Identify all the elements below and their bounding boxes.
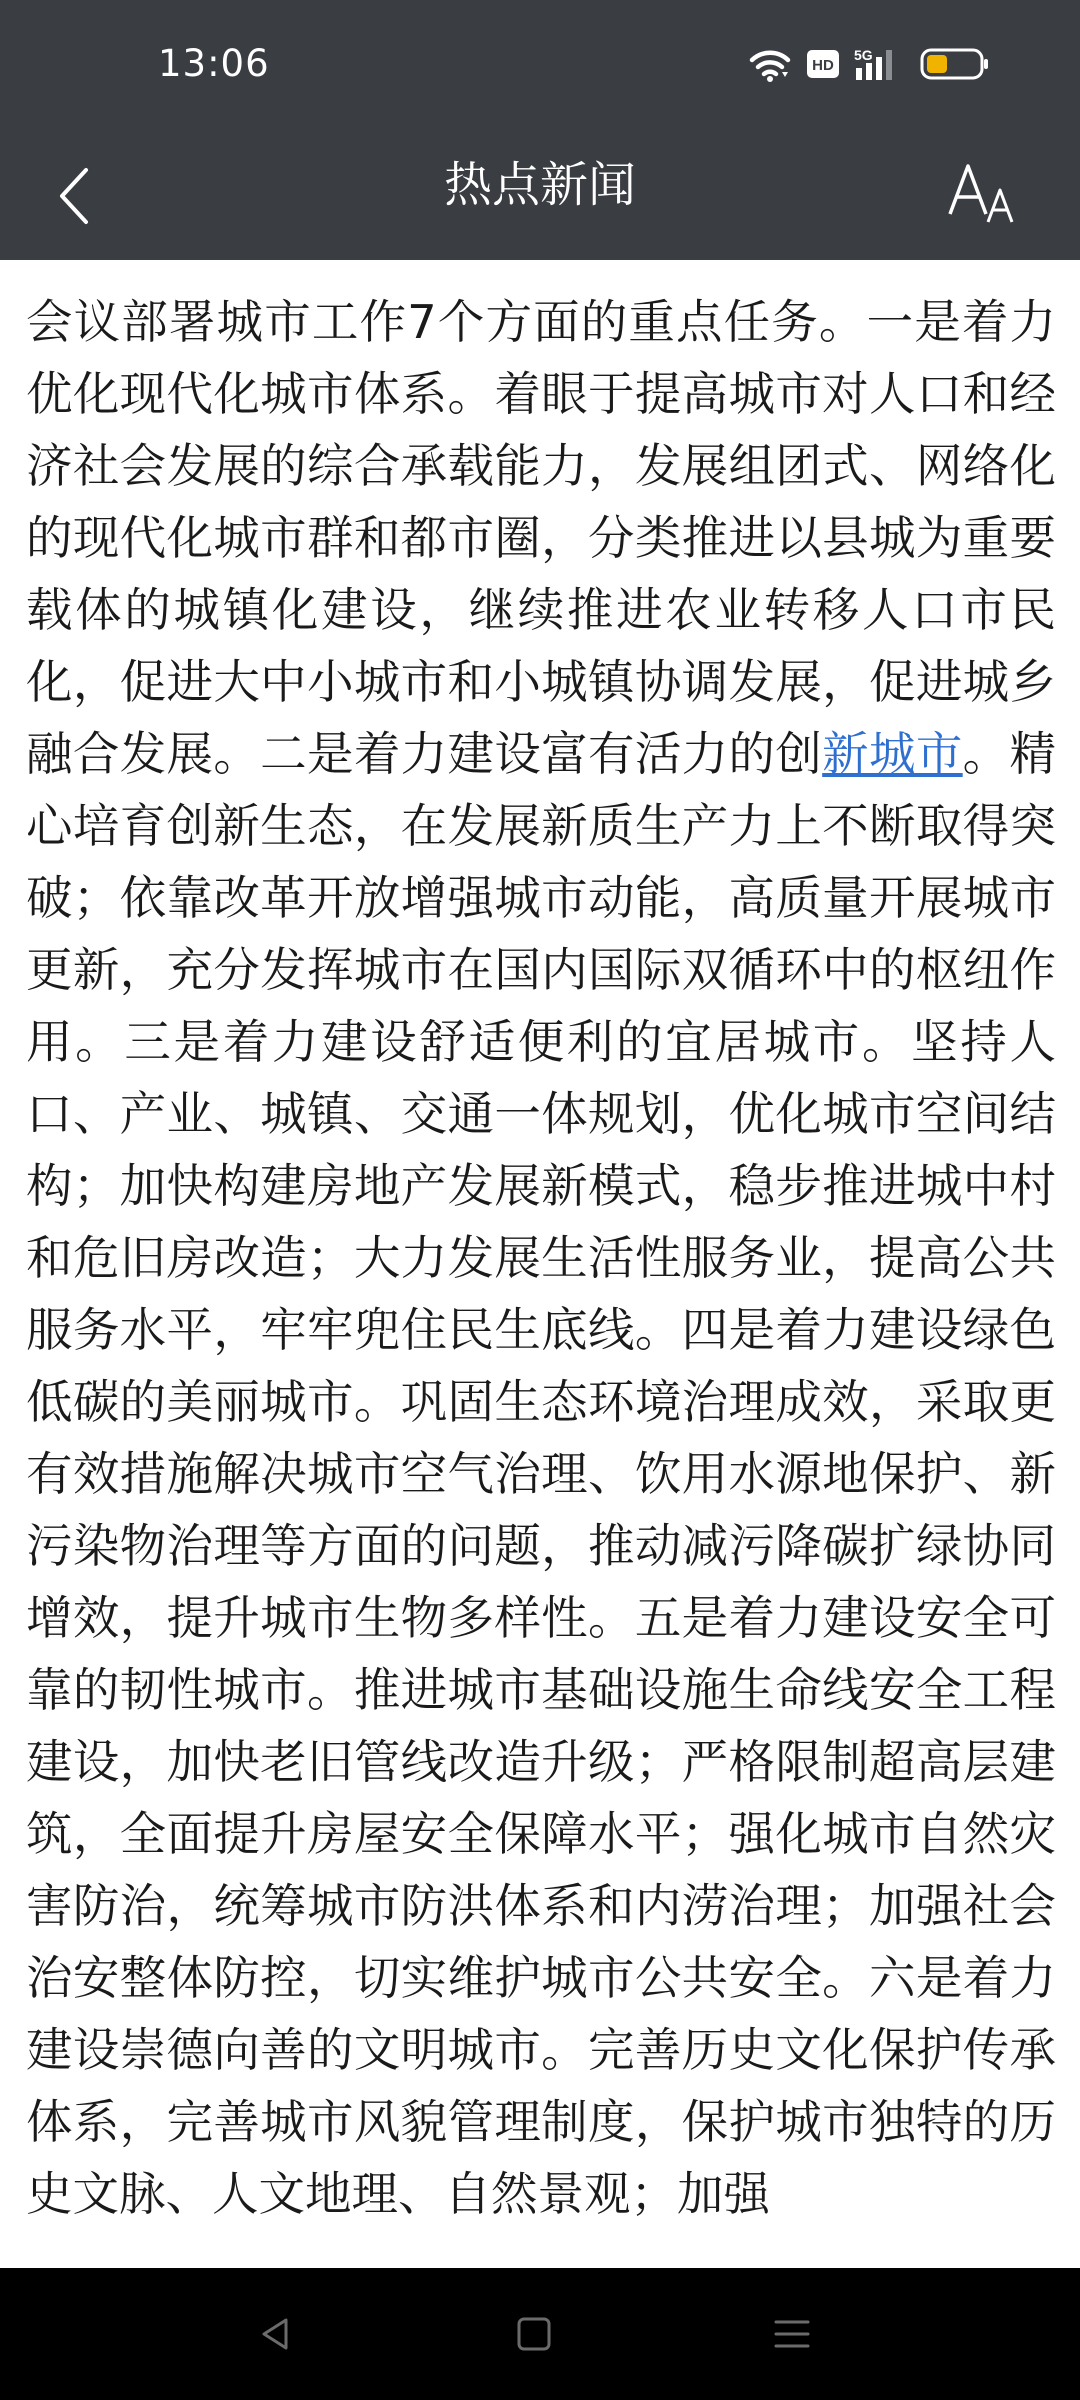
status-bar [0,0,1080,130]
battery-icon [920,47,990,81]
wifi-icon [748,46,792,82]
hd-icon [806,49,840,79]
status-time: 13:06 [158,42,270,85]
system-back-button[interactable] [236,2294,316,2374]
article-text-part-1: 会议部署城市工作7个方面的重点任务。一是着力优化现代化城市体系。着眼于提高城市对人口和经济社会发展的综合承载能力，发展组团式、网络化的现代化城市群和都市圈，分类推进以县城为重要载体的城镇化建设，继续推进农业转移人口市民化，促进大中小城市和小城镇协调发展，促进城乡融合发展。二是着力建设富有活力的创 [26,295,1056,781]
app-header [0,130,1080,260]
hd-label: HD [812,57,834,74]
network-label: 5G [854,47,873,63]
font-size-button[interactable] [942,152,1032,232]
article-text-part-2: 。精心培育创新生态，在发展新质生产力上不断取得突破；依靠改革开放增强城市动能，高质量开展城市更新，充分发挥城市在国内国际双循环中的枢纽作用。三是着力建设舒适便利的宜居城市。坚持人口、产业、城镇、交通一体规划，优化城市空间结构；加快构建房地产发展新模式，稳步推进城中村和危旧房改造；大力发展生活性服务业，提高公共服务水平，牢牢兜住民生底线。四是着力建设绿色低碳的美丽城市。巩固生态环境治理成效，采取更有效措施解决城市空气治理、饮用水源地保护、新污染物治理等方面的问题，推动减污降碳扩绿协同增效，提升城市生物多样性。五是着力建设安全可靠的韧性城市。推进城市基础设施生命线安全工程建设，加快老旧管线改造升级；严格限制超高层建筑，全面提升房屋安全保障水平；强化城市自然灾害防治，统筹城市防洪体系和内涝治理；加强社会治安整体防控，切实维护城市公共安全。六是着力建设崇德向善的文明城市。完善历史文化保护传承体系，完善城市风貌管理制度，保护城市独特的历史文脉、人文地理、自然景观；加强 [26,727,1056,2221]
system-home-button[interactable] [494,2294,574,2374]
back-triangle-icon [256,2314,296,2354]
font-size-icon [942,152,1032,232]
menu-lines-icon [772,2314,812,2354]
system-navigation-bar [0,2268,1080,2400]
status-icons [748,44,990,84]
article-content [26,260,1056,2270]
article-link-new-city[interactable]: 新城市 [822,727,963,781]
article-body [26,260,1056,2230]
signal-5g-icon [854,46,906,82]
page-title: 热点新闻 [443,157,636,213]
home-square-icon [514,2314,554,2354]
system-menu-button[interactable] [752,2294,832,2374]
